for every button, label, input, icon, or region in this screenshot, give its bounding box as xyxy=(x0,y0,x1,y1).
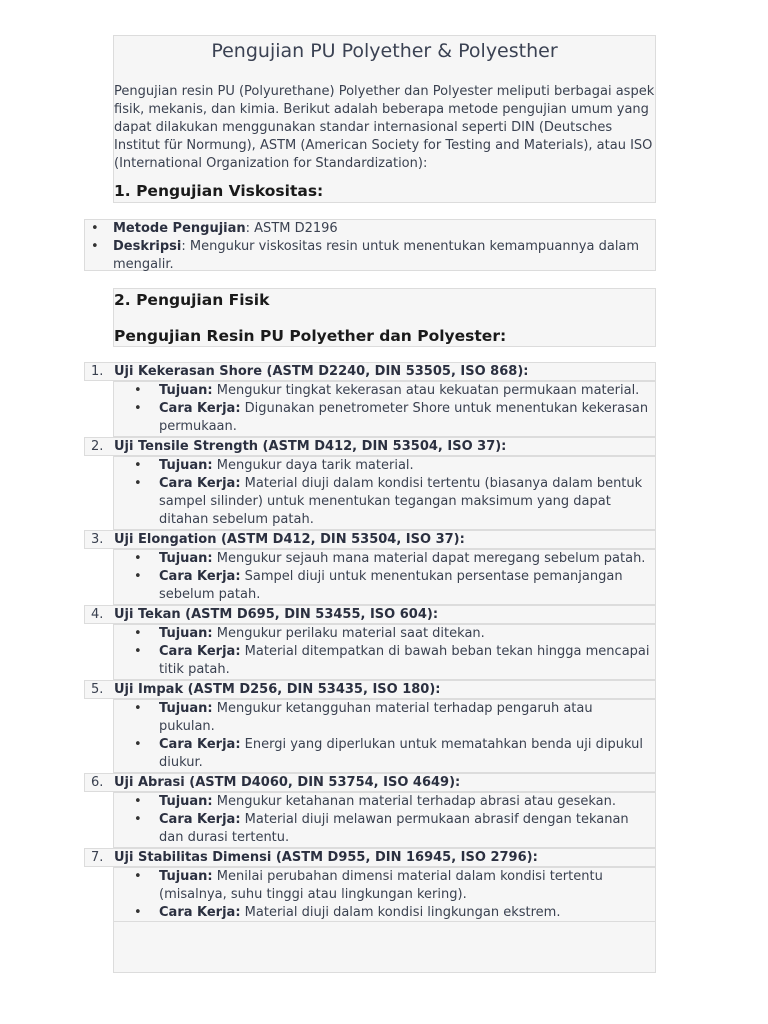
test-number: 5. xyxy=(91,682,104,697)
test-number: 2. xyxy=(91,439,104,454)
item-label: Deskripsi xyxy=(113,239,182,254)
test-details xyxy=(113,381,656,437)
detail-item-tujuan xyxy=(114,382,655,400)
detail-label: Tujuan: xyxy=(159,701,213,716)
test-heading-row xyxy=(84,362,656,381)
detail-item-tujuan xyxy=(114,793,655,811)
test-number: 6. xyxy=(91,775,104,790)
intro-paragraph: Pengujian resin PU (Polyurethane) Polyether dan Polyester meliputi berbagai aspek fisik, mekanis, dan kimia. Berikut adalah beberapa metode pengujian umum yang dapat dilakukan menggunakan standar internasional seperti DIN (Deutsches Institut für Normung), ASTM (American Society for Testing and Materials), atau ISO (International Organization for Standardization): xyxy=(114,84,655,171)
test-number: 4. xyxy=(91,607,104,622)
detail-item-cara xyxy=(114,568,655,604)
test-heading-row xyxy=(84,680,656,699)
test-title: Uji Tekan (ASTM D695, DIN 53455, ISO 604): xyxy=(114,607,439,622)
test-details xyxy=(113,456,656,530)
detail-text: Mengukur daya tarik material. xyxy=(216,458,414,473)
test-number: 1. xyxy=(91,364,104,379)
viscosity-list xyxy=(84,219,656,271)
test-title: Uji Abrasi (ASTM D4060, DIN 53754, ISO 4649): xyxy=(114,775,461,790)
test-heading-row xyxy=(84,605,656,624)
test-title: Uji Elongation (ASTM D412, DIN 53504, ISO 37): xyxy=(114,532,465,547)
detail-item-cara xyxy=(114,811,655,847)
section2-heading: 2. Pengujian Fisik xyxy=(114,291,270,309)
detail-label: Cara Kerja: xyxy=(159,569,241,584)
test-title: Uji Stabilitas Dimensi (ASTM D955, DIN 16945, ISO 2796): xyxy=(114,850,538,865)
detail-text: Mengukur ketahanan material terhadap abrasi atau gesekan. xyxy=(216,794,616,809)
test-details xyxy=(113,867,656,923)
test-title: Uji Impak (ASTM D256, DIN 53435, ISO 180): xyxy=(114,682,441,697)
test-title: Uji Kekerasan Shore (ASTM D2240, DIN 53505, ISO 868): xyxy=(114,364,529,379)
detail-text: Digunakan penetrometer Shore untuk menentukan kekerasan permukaan. xyxy=(159,401,649,434)
detail-text: Mengukur tingkat kekerasan atau kekuatan permukaan material. xyxy=(216,383,640,398)
test-details xyxy=(113,792,656,848)
item-label: Metode Pengujian xyxy=(113,221,246,236)
detail-text: Menilai perubahan dimensi material dalam kondisi tertentu (misalnya, suhu tinggi atau lingkungan kering). xyxy=(159,869,603,902)
detail-item-tujuan xyxy=(114,868,655,904)
detail-item-cara xyxy=(114,736,655,772)
detail-label: Cara Kerja: xyxy=(159,737,241,752)
detail-item-cara xyxy=(114,400,655,436)
detail-label: Cara Kerja: xyxy=(159,905,241,920)
list-item xyxy=(113,238,655,274)
detail-text: Material diuji dalam kondisi lingkungan ekstrem. xyxy=(244,905,561,920)
detail-text: Energi yang diperlukan untuk mematahkan benda uji dipukul diukur. xyxy=(159,737,643,770)
list-item xyxy=(113,220,655,238)
test-details xyxy=(113,624,656,680)
page-title: Pengujian PU Polyether & Polyesther xyxy=(211,40,558,62)
intro-section xyxy=(113,35,656,203)
item-text: : ASTM D2196 xyxy=(245,221,338,236)
detail-text: Material ditempatkan di bawah beban tekan hingga mencapai titik patah. xyxy=(159,644,650,677)
detail-label: Tujuan: xyxy=(159,626,213,641)
detail-label: Tujuan: xyxy=(159,869,213,884)
test-heading-row xyxy=(84,848,656,867)
section1-heading: 1. Pengujian Viskositas: xyxy=(114,182,324,200)
test-details xyxy=(113,699,656,773)
detail-item-cara xyxy=(114,475,655,529)
detail-item-cara xyxy=(114,643,655,679)
detail-label: Tujuan: xyxy=(159,383,213,398)
detail-item-tujuan xyxy=(114,700,655,736)
detail-label: Cara Kerja: xyxy=(159,644,241,659)
detail-text: Material diuji dalam kondisi tertentu (biasanya dalam bentuk sampel silinder) untuk menentukan tegangan maksimum yang dapat ditahan sebelum patah. xyxy=(159,476,643,527)
detail-label: Tujuan: xyxy=(159,551,213,566)
test-heading-row xyxy=(84,530,656,549)
detail-item-tujuan xyxy=(114,457,655,475)
detail-text: Material diuji melawan permukaan abrasif dengan tekanan dan durasi tertentu. xyxy=(159,812,629,845)
test-details xyxy=(113,549,656,605)
detail-label: Tujuan: xyxy=(159,458,213,473)
detail-item-tujuan xyxy=(114,625,655,643)
test-title: Uji Tensile Strength (ASTM D412, DIN 53504, ISO 37): xyxy=(114,439,507,454)
detail-text: Mengukur perilaku material saat ditekan. xyxy=(216,626,485,641)
detail-label: Cara Kerja: xyxy=(159,401,241,416)
detail-text: Sampel diuji untuk menentukan persentase pemanjangan sebelum patah. xyxy=(159,569,623,602)
detail-label: Cara Kerja: xyxy=(159,476,241,491)
detail-label: Cara Kerja: xyxy=(159,812,241,827)
test-heading-row xyxy=(84,773,656,792)
test-list xyxy=(84,362,656,923)
detail-item-cara xyxy=(114,904,655,922)
detail-label: Tujuan: xyxy=(159,794,213,809)
physical-section xyxy=(113,288,656,347)
detail-text: Mengukur sejauh mana material dapat meregang sebelum patah. xyxy=(216,551,646,566)
section2-subheading: Pengujian Resin PU Polyether dan Polyester: xyxy=(114,327,507,345)
item-text: : Mengukur viskositas resin untuk menentukan kemampuannya dalam mengalir. xyxy=(113,239,640,272)
detail-text: Mengukur ketangguhan material terhadap pengaruh atau pukulan. xyxy=(159,701,593,734)
test-heading-row xyxy=(84,437,656,456)
test-number: 3. xyxy=(91,532,104,547)
detail-item-tujuan xyxy=(114,550,655,568)
empty-box xyxy=(113,921,656,973)
test-number: 7. xyxy=(91,850,104,865)
